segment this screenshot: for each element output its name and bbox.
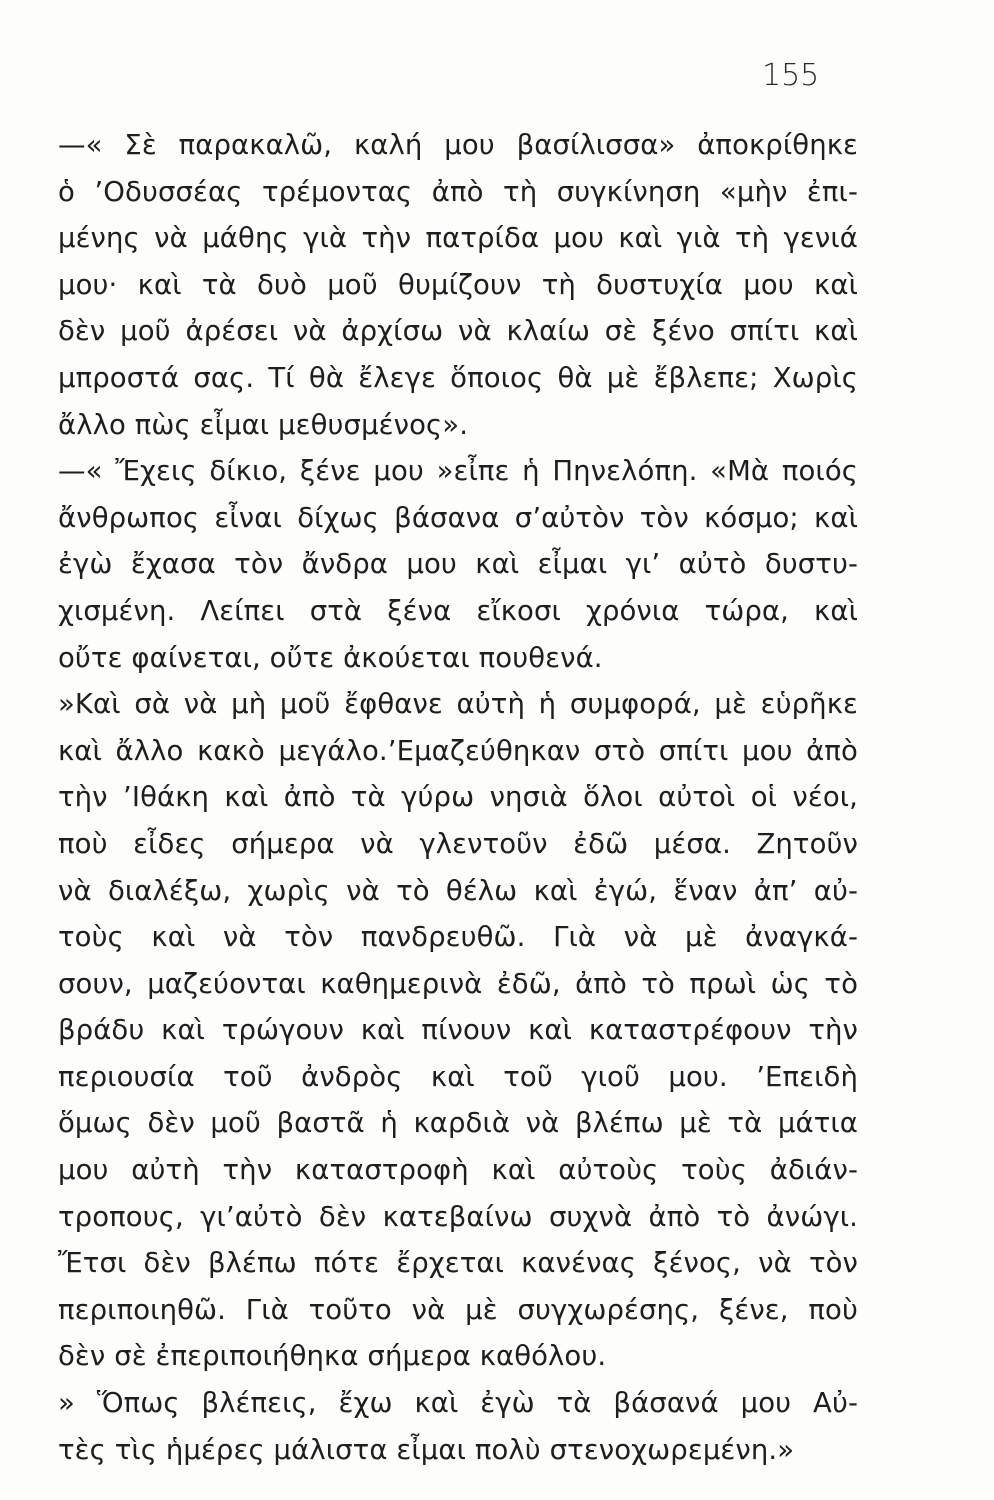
text-line: ποὺ εἶδες σήμερα νὰ γλεντοῦν ἐδῶ μέσα. Ζητοῦν: [58, 827, 858, 860]
text-line: χισμένη. Λείπει στὰ ξένα εἴκοσι χρόνια τώρα, καὶ: [58, 594, 858, 627]
text-line: ὁ ’Οδυσσέας τρέμοντας ἀπὸ τὴ συγκίνηση «μὴν ἐπι-: [58, 175, 858, 208]
text-line: ἄλλο πὼς εἶμαι μεθυσμένος».: [58, 408, 469, 441]
text-line: »Καὶ σὰ νὰ μὴ μοῦ ἔφθανε αὐτὴ ἡ συμφορά, μὲ εὑρῆκε: [58, 688, 858, 721]
text-line: μου· καὶ τὰ δυὸ μοῦ θυμίζουν τὴ δυστυχία μου καὶ: [58, 268, 858, 301]
page-number: 155: [762, 58, 820, 93]
text-line: δὲν μοῦ ἀρέσει νὰ ἀρχίσω νὰ κλαίω σὲ ξένο σπίτι καὶ: [58, 315, 858, 348]
text-line: —« Σὲ παρακαλῶ, καλή μου βασίλισσα» ἀποκρίθηκε: [58, 129, 858, 161]
text-line: τὴν ’Ιθάκη καὶ ἀπὸ τὰ γύρω νησιὰ ὅλοι αὐτοὶ οἱ νέοι,: [58, 781, 858, 814]
text-line: Ἔτσι δὲν βλέπω πότε ἔρχεται κανένας ξένος, νὰ τὸν: [58, 1247, 858, 1280]
text-line: μου αὐτὴ τὴν καταστροφὴ καὶ αὐτοὺς τοὺς ἀδιάν-: [58, 1154, 858, 1187]
text-line: —« Ἔχεις δίκιο, ξένε μου »εἶπε ἡ Πηνελόπη. «Μὰ ποιός: [58, 455, 858, 488]
text-line: σουν, μαζεύονται καθημερινὰ ἐδῶ, ἀπὸ τὸ πρωὶ ὡς τὸ: [58, 967, 858, 1000]
text-line: οὔτε φαίνεται, οὔτε ἀκούεται πουθενά.: [58, 641, 603, 674]
text-line: τοὺς καὶ νὰ τὸν πανδρευθῶ. Γιὰ νὰ μὲ ἀναγκά-: [58, 921, 858, 954]
text-line: δὲν σὲ ἐπεριποιήθηκα σήμερα καθόλου.: [58, 1340, 607, 1373]
text-line: μπροστά σας. Τί θὰ ἔλεγε ὅποιος θὰ μὲ ἔβλεπε; Χωρὶς: [58, 361, 858, 394]
text-line: » Ὅπως βλέπεις, ἔχω καὶ ἐγὼ τὰ βάσανά μου Αὐ-: [58, 1387, 858, 1420]
text-line: βράδυ καὶ τρώγουν καὶ πίνουν καὶ καταστρέφουν τὴν: [58, 1014, 858, 1047]
text-line: περιποιηθῶ. Γιὰ τοῦτο νὰ μὲ συγχωρέσης, ξένε, ποὺ: [58, 1293, 858, 1326]
text-line: καὶ ἄλλο κακὸ μεγάλο.’Εμαζεύθηκαν στὸ σπίτι μου ἀπὸ: [58, 734, 858, 767]
text-line: ἐγὼ ἔχασα τὸν ἄνδρα μου καὶ εἶμαι γι’ αὐτὸ δυστυ-: [58, 548, 858, 581]
text-line: ὅμως δὲν μοῦ βαστᾶ ἡ καρδιὰ νὰ βλέπω μὲ τὰ μάτια: [58, 1107, 858, 1140]
text-line: ἄνθρωπος εἶναι δίχως βάσανα σ’αὐτὸν τὸν κόσμο; καὶ: [58, 501, 858, 534]
text-line: τὲς τὶς ἡμέρες μάλιστα εἶμαι πολὺ στενοχωρεμένη.»: [58, 1433, 795, 1466]
text-line: τροπους, γι’αὐτὸ δὲν κατεβαίνω συχνὰ ἀπὸ τὸ ἀνώγι.: [58, 1200, 858, 1233]
text-line: περιουσία τοῦ ἀνδρὸς καὶ τοῦ γιοῦ μου. ’Επειδὴ: [58, 1060, 858, 1093]
text-line: μένης νὰ μάθης γιὰ τὴν πατρίδα μου καὶ γιὰ τὴ γενιά: [58, 222, 858, 255]
text-line: νὰ διαλέξω, χωρὶς νὰ τὸ θέλω καὶ ἐγώ, ἕναν ἀπ’ αὐ-: [58, 874, 858, 907]
body-text: [58, 122, 858, 1473]
